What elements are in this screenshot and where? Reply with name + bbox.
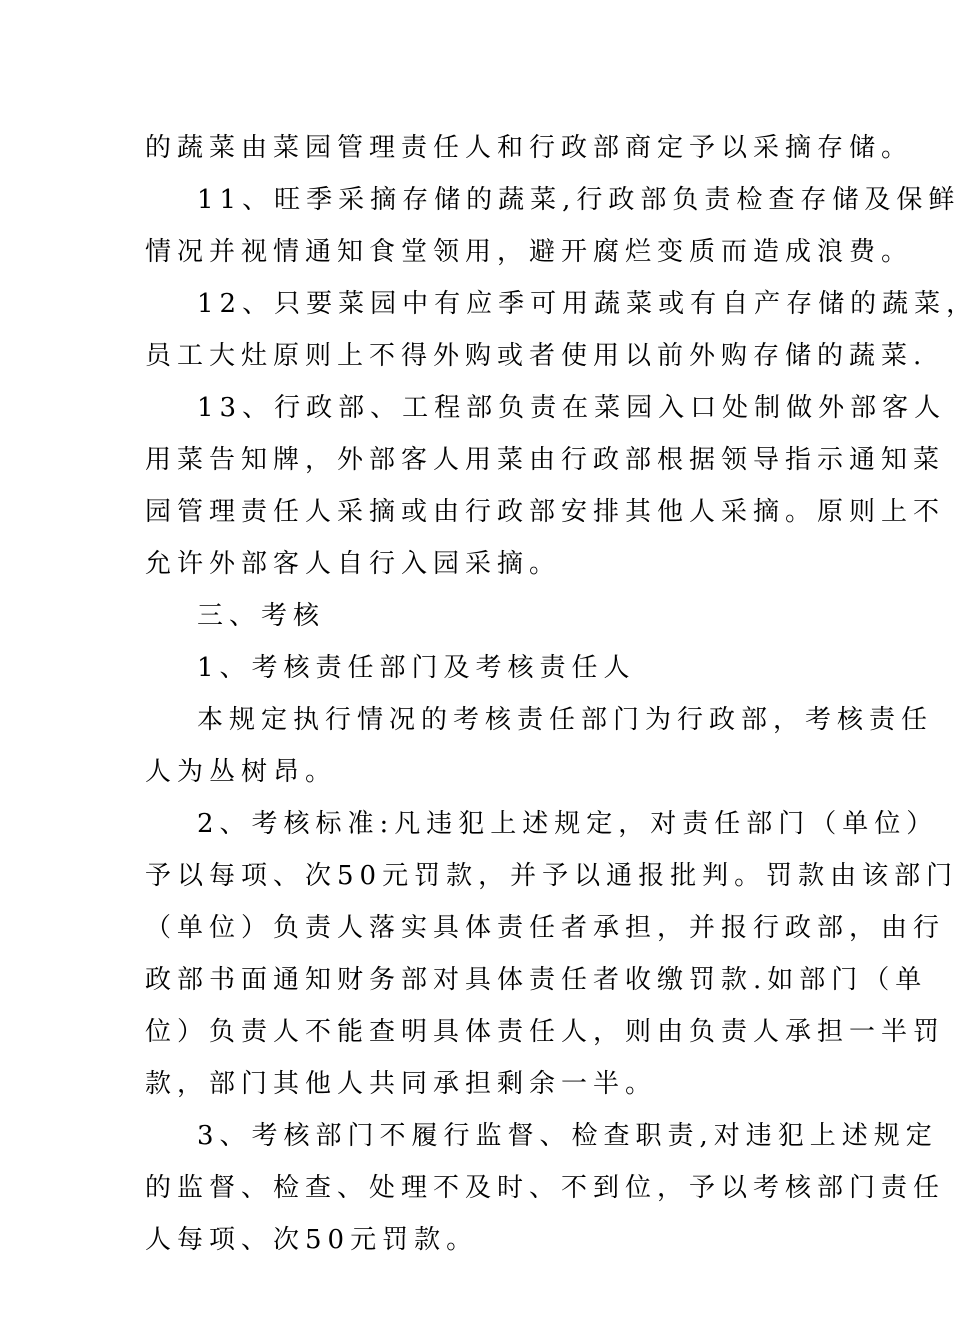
text-line-21: 的监督、检查、处理不及时、不到位，予以考核部门责任 [145,1173,946,1203]
text-line-17: 政部书面通知财务部对具体责任者收缴罚款.如部门（单 [145,965,928,995]
text-line-2: 11、旺季采摘存储的蔬菜,行政部负责检查存储及保鲜 [197,185,961,215]
text-line-14: 2、考核标准:凡违犯上述规定，对责任部门（单位） [197,809,939,839]
section-heading: 三、考核 [197,601,326,631]
text-line-9: 允许外部客人自行入园采摘。 [145,549,562,579]
text-line-4: 12、只要菜园中有应季可用蔬菜或有自产存储的蔬菜， [197,289,978,319]
text-line-22: 人每项、次50元罚款。 [145,1225,479,1255]
text-line-6: 13、行政部、工程部负责在菜园入口处制做外部客人 [197,393,947,423]
text-line-13: 人为丛树昂。 [145,757,338,787]
text-line-16: （单位）负责人落实具体责任者承担，并报行政部，由行 [145,913,946,943]
text-line-1: 的蔬菜由菜园管理责任人和行政部商定予以采摘存储。 [145,133,914,163]
text-line-8: 园管理责任人采摘或由行政部安排其他人采摘。原则上不 [145,497,946,527]
text-line-5: 员工大灶原则上不得外购或者使用以前外购存储的蔬菜. [145,341,928,371]
text-line-11: 1、考核责任部门及考核责任人 [197,653,636,683]
text-line-18: 位）负责人不能查明具体责任人，则由负责人承担一半罚 [145,1017,946,1047]
text-line-15: 予以每项、次50元罚款，并予以通报批判。罚款由该部门 [145,861,959,891]
text-line-20: 3、考核部门不履行监督、检查职责,对违犯上述规定 [197,1121,938,1151]
text-line-3: 情况并视情通知食堂领用，避开腐烂变质而造成浪费。 [145,237,914,267]
text-line-7: 用菜告知牌，外部客人用菜由行政部根据领导指示通知菜 [145,445,946,475]
text-line-12: 本规定执行情况的考核责任部门为行政部，考核责任 [197,705,934,735]
text-line-19: 款，部门其他人共同承担剩余一半。 [145,1069,658,1099]
